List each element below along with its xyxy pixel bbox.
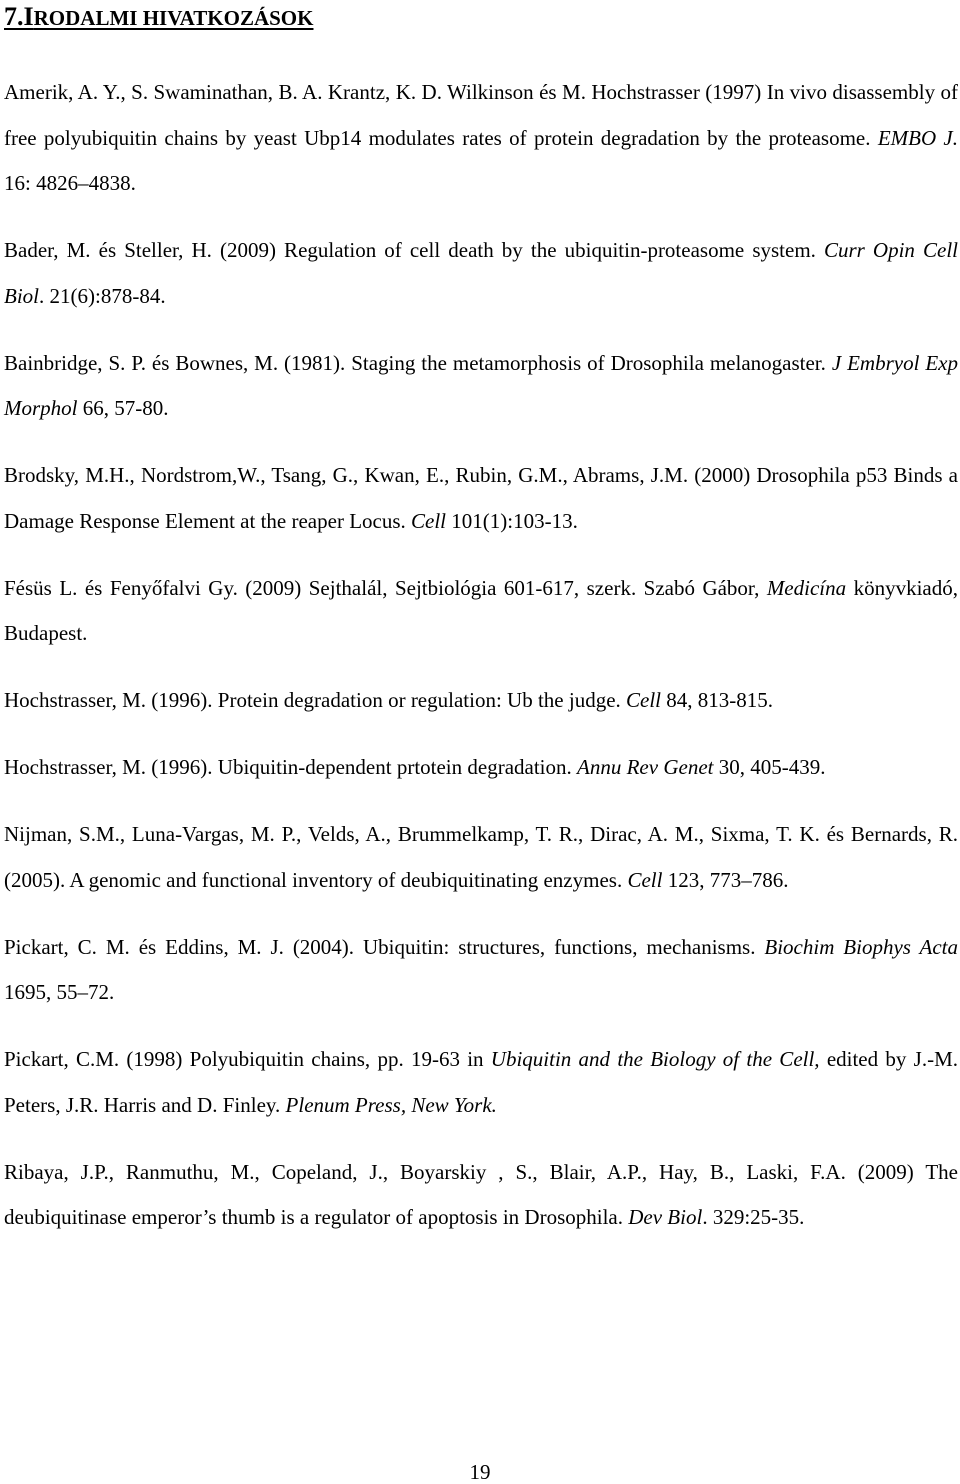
reference-volume-pages: 1695, 55–72. xyxy=(4,980,115,1004)
reference-item xyxy=(4,1037,958,1128)
reference-journal: EMBO J. xyxy=(877,125,959,150)
reference-volume-pages: 30, 405-439. xyxy=(713,755,826,779)
reference-journal: Cell xyxy=(626,688,662,712)
reference-item xyxy=(4,1150,958,1241)
reference-volume-pages: 123, 773–786. xyxy=(662,867,789,892)
reference-volume-pages: 101(1):103-13. xyxy=(446,508,578,533)
reference-volume-pages: . 21(6):878-84. xyxy=(39,283,166,308)
reference-list xyxy=(4,70,958,1262)
reference-authors-title: Fésüs L. és Fenyőfalvi Gy. (2009) Sejthalál, Sejtbiológia 601-617, szerk. Szabó Gábor, xyxy=(4,575,767,600)
reference-item xyxy=(4,228,958,319)
section-heading xyxy=(4,2,313,33)
reference-authors-title: Nijman, S.M., Luna-Vargas, M. P., Velds, A., Brummelkamp, T. R., Dirac, A. M., Sixma, T. K. és Bernards, R. (2005). A genomic and functional inventory of deubiquitinating enzymes. xyxy=(4,822,958,892)
reference-item xyxy=(4,812,958,903)
page-number: 19 xyxy=(469,1460,491,1484)
reference-volume-pages: 66, 57-80. xyxy=(77,396,169,420)
reference-journal: Cell xyxy=(627,867,663,892)
reference-journal: J Embryol Exp Morphol xyxy=(4,350,958,420)
reference-item xyxy=(4,745,958,791)
reference-item xyxy=(4,678,958,724)
reference-authors-title: Amerik, A. Y., S. Swaminathan, B. A. Krantz, K. D. Wilkinson és M. Hochstrasser (1997) In vivo disassembly of free polyubiquitin chains by yeast Ubp14 modulates rates of protein degradation by the proteasome. xyxy=(4,80,958,150)
reference-authors-title: Brodsky, M.H., Nordstrom,W., Tsang, G., Kwan, E., Rubin, G.M., Abrams, J.M. (2000) Drosophila p53 Binds a Damage Response Element at the reaper Locus. xyxy=(4,463,958,533)
section-title-rest: RODALMI HIVATKOZÁSOK xyxy=(33,6,314,30)
reference-volume-pages: 16: 4826–4838. xyxy=(4,171,136,195)
reference-volume-pages: 84, 813-815. xyxy=(661,688,774,712)
reference-authors-title: Ribaya, J.P., Ranmuthu, M., Copeland, J., Boyarskiy , S., Blair, A.P., Hay, B., Laski, F.A. (2009) The deubiquitinase emperor’s thumb is a regulator of apoptosis in Drosophila. xyxy=(4,1159,958,1229)
reference-authors-title: Pickart, C.M. (1998) Polyubiquitin chains, pp. 19-63 in xyxy=(4,1047,491,1071)
reference-journal: Cell xyxy=(411,508,447,533)
reference-volume-pages: . 329:25-35. xyxy=(702,1205,805,1229)
reference-authors-title: Hochstrasser, M. (1996). Protein degradation or regulation: Ub the judge. xyxy=(4,688,627,712)
reference-item xyxy=(4,566,958,657)
section-number: 7. xyxy=(4,2,24,31)
reference-authors-title: Bainbridge, S. P. és Bownes, M. (1981). Staging the metamorphosis of Drosophila melanogaster. xyxy=(4,350,832,375)
reference-publisher: Plenum Press, New York. xyxy=(285,1092,497,1117)
reference-journal: Curr Opin Cell Biol xyxy=(4,238,958,308)
reference-editors: edited by J.-M. Peters, J.R. Harris and D. Finley. xyxy=(4,1047,958,1117)
reference-book-title: Ubiquitin and the Biology of the Cell, xyxy=(490,1047,820,1071)
reference-item xyxy=(4,925,958,1016)
section-title-initial: I xyxy=(23,2,34,31)
reference-item xyxy=(4,70,958,207)
reference-item xyxy=(4,453,958,544)
reference-publisher-location: könyvkiadó, Budapest. xyxy=(4,575,959,645)
reference-authors-title: Pickart, C. M. és Eddins, M. J. (2004). Ubiquitin: structures, functions, mechanisms. xyxy=(4,934,765,959)
reference-item xyxy=(4,341,958,432)
reference-authors-title: Hochstrasser, M. (1996). Ubiquitin-dependent prtotein degradation. xyxy=(4,755,578,779)
reference-publisher: Medicína xyxy=(766,575,847,600)
reference-authors-title: Bader, M. és Steller, H. (2009) Regulation of cell death by the ubiquitin-proteasome system. xyxy=(4,238,824,262)
reference-journal: Annu Rev Genet xyxy=(577,755,714,779)
reference-journal: Biochim Biophys Acta xyxy=(764,934,958,959)
reference-journal: Dev Biol xyxy=(628,1205,703,1229)
